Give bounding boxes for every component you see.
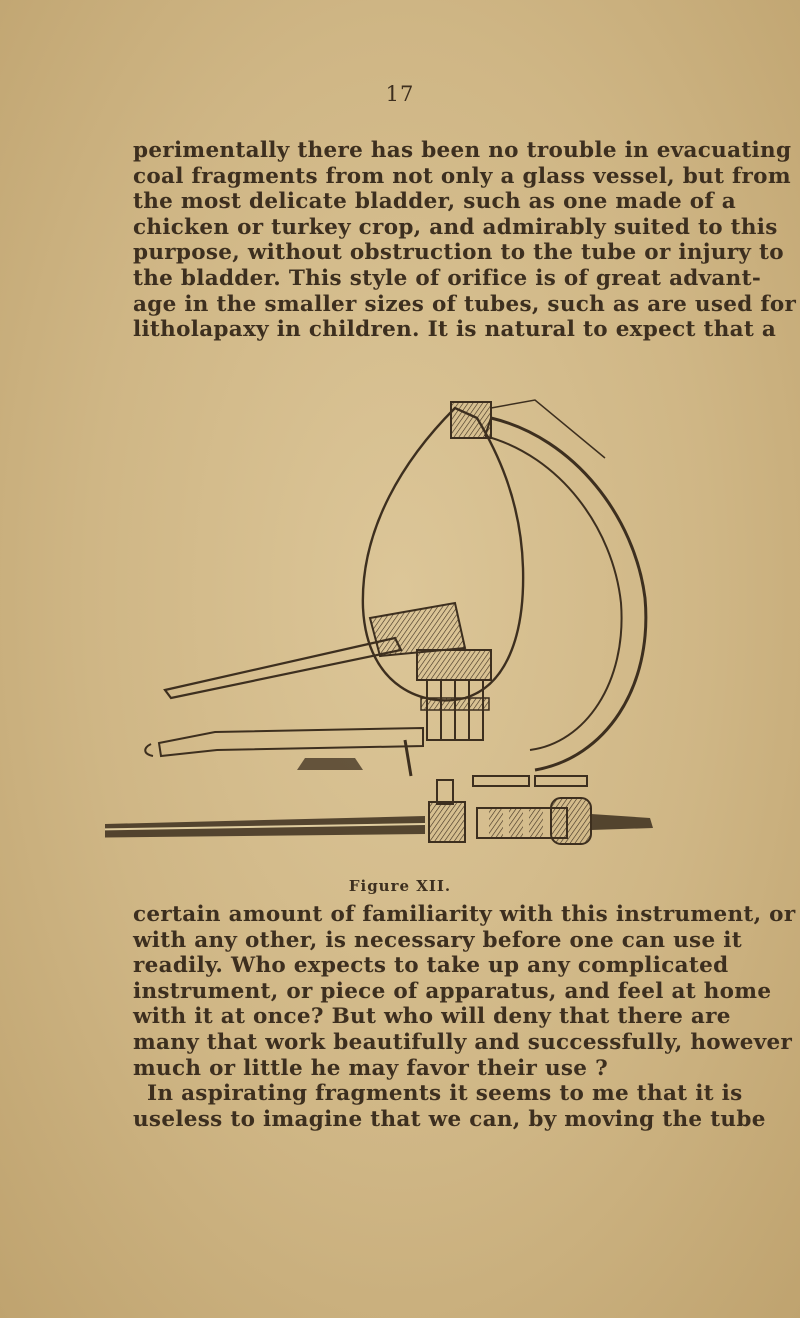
aspirator-bladder-and-evacuating-tube-engraving-icon	[105, 398, 695, 868]
text-line: with it at once? But who will deny that there are	[133, 1004, 731, 1030]
paragraph-top	[133, 138, 797, 343]
text-line: with any other, is necessary before one can use it	[133, 927, 742, 953]
text-line: coal fragments from not only a glass vessel, but from	[133, 163, 791, 189]
text-line: many that work beautifully and successfully, however	[133, 1029, 793, 1055]
text-line: In aspirating fragments it seems to me that it is	[147, 1081, 743, 1107]
text-line: chicken or turkey crop, and admirably suited to this	[133, 214, 778, 240]
text-line: useless to imagine that we can, by moving the tube	[133, 1106, 766, 1132]
text-line: the bladder. This style of orifice is of great advant-	[133, 265, 762, 291]
figure-caption: Figure XII.	[348, 877, 452, 895]
page-number: 17	[385, 82, 415, 106]
text-line: perimentally there has been no trouble in evacuating	[133, 138, 792, 163]
text-line: certain amount of familiarity with this instrument, or	[133, 902, 796, 927]
text-line: much or little he may favor their use ?	[133, 1055, 608, 1081]
text-line: age in the smaller sizes of tubes, such as are used for	[133, 291, 797, 317]
text-line: instrument, or piece of apparatus, and feel at home	[133, 978, 772, 1004]
paragraph-bottom	[133, 902, 796, 1132]
figure-aspirator-illustration	[105, 398, 695, 868]
text-line: the most delicate bladder, such as one made of a	[133, 189, 736, 215]
text-line: purpose, without obstruction to the tube or injury to	[133, 240, 784, 266]
text-line: litholapaxy in children. It is natural to expect that a	[133, 317, 777, 343]
text-line: readily. Who expects to take up any complicated	[133, 953, 729, 979]
